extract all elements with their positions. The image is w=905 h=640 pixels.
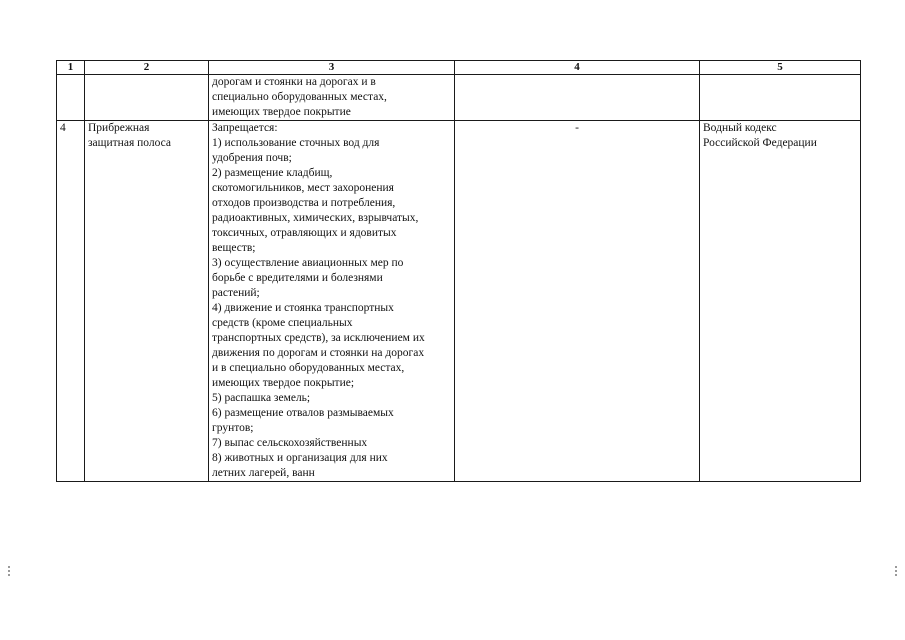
header-row bbox=[57, 61, 861, 75]
restriction-item-2: 2) размещение кладбищ, скотомогильников, мест захоронения отходов производства и потребления, радиоактивных, химических, взрывчатых, токсичных, отравляющих и ядовитых веществ; bbox=[212, 167, 419, 254]
restriction-item-3: 3) осуществление авиационных мер по борьбе с вредителями и болезнями растений; bbox=[212, 257, 404, 299]
zone-name-cell: Прибрежная защитная полоса bbox=[85, 121, 209, 482]
scan-edge-mark-left bbox=[8, 566, 10, 578]
column-header-4: 4 bbox=[455, 61, 700, 75]
restrictions-intro: Запрещается: bbox=[212, 122, 278, 134]
restriction-item-1: 1) использование сточных вод для удобрения почв; bbox=[212, 137, 380, 164]
legal-basis-cell: Водный кодекс Российской Федерации bbox=[700, 121, 861, 482]
restrictions-cell: дорогам и стоянки на дорогах и в специально оборудованных местах, имеющих твердое покрытие bbox=[209, 75, 455, 121]
restriction-item-5: 5) распашка земель; bbox=[212, 392, 311, 404]
restriction-item-6: 6) размещение отвалов размываемых грунтов; bbox=[212, 407, 394, 434]
row-number-cell: 4 bbox=[57, 121, 85, 482]
restrictions-cell bbox=[209, 121, 455, 482]
restriction-item-7: 7) выпас сельскохозяйственных bbox=[212, 437, 368, 449]
zones-table bbox=[56, 60, 861, 482]
scan-edge-mark-right bbox=[895, 566, 897, 578]
restriction-item-4: 4) движение и стоянка транспортных средств (кроме специальных транспортных средств), за исключением их движения по дорогам и стоянки на дорогах и в специально оборудованных местах, имеющих твердое покрытие; bbox=[212, 302, 425, 389]
column-header-2: 2 bbox=[85, 61, 209, 75]
column-4-cell: - bbox=[455, 121, 700, 482]
column-4-cell bbox=[455, 75, 700, 121]
column-header-3: 3 bbox=[209, 61, 455, 75]
row-number-cell bbox=[57, 75, 85, 121]
table-row bbox=[57, 121, 861, 482]
column-header-5: 5 bbox=[700, 61, 861, 75]
table-row bbox=[57, 75, 861, 121]
column-header-1: 1 bbox=[57, 61, 85, 75]
legal-basis-cell bbox=[700, 75, 861, 121]
restriction-item-8: 8) животных и организация для них летних лагерей, ванн bbox=[212, 452, 388, 479]
zone-name-cell bbox=[85, 75, 209, 121]
